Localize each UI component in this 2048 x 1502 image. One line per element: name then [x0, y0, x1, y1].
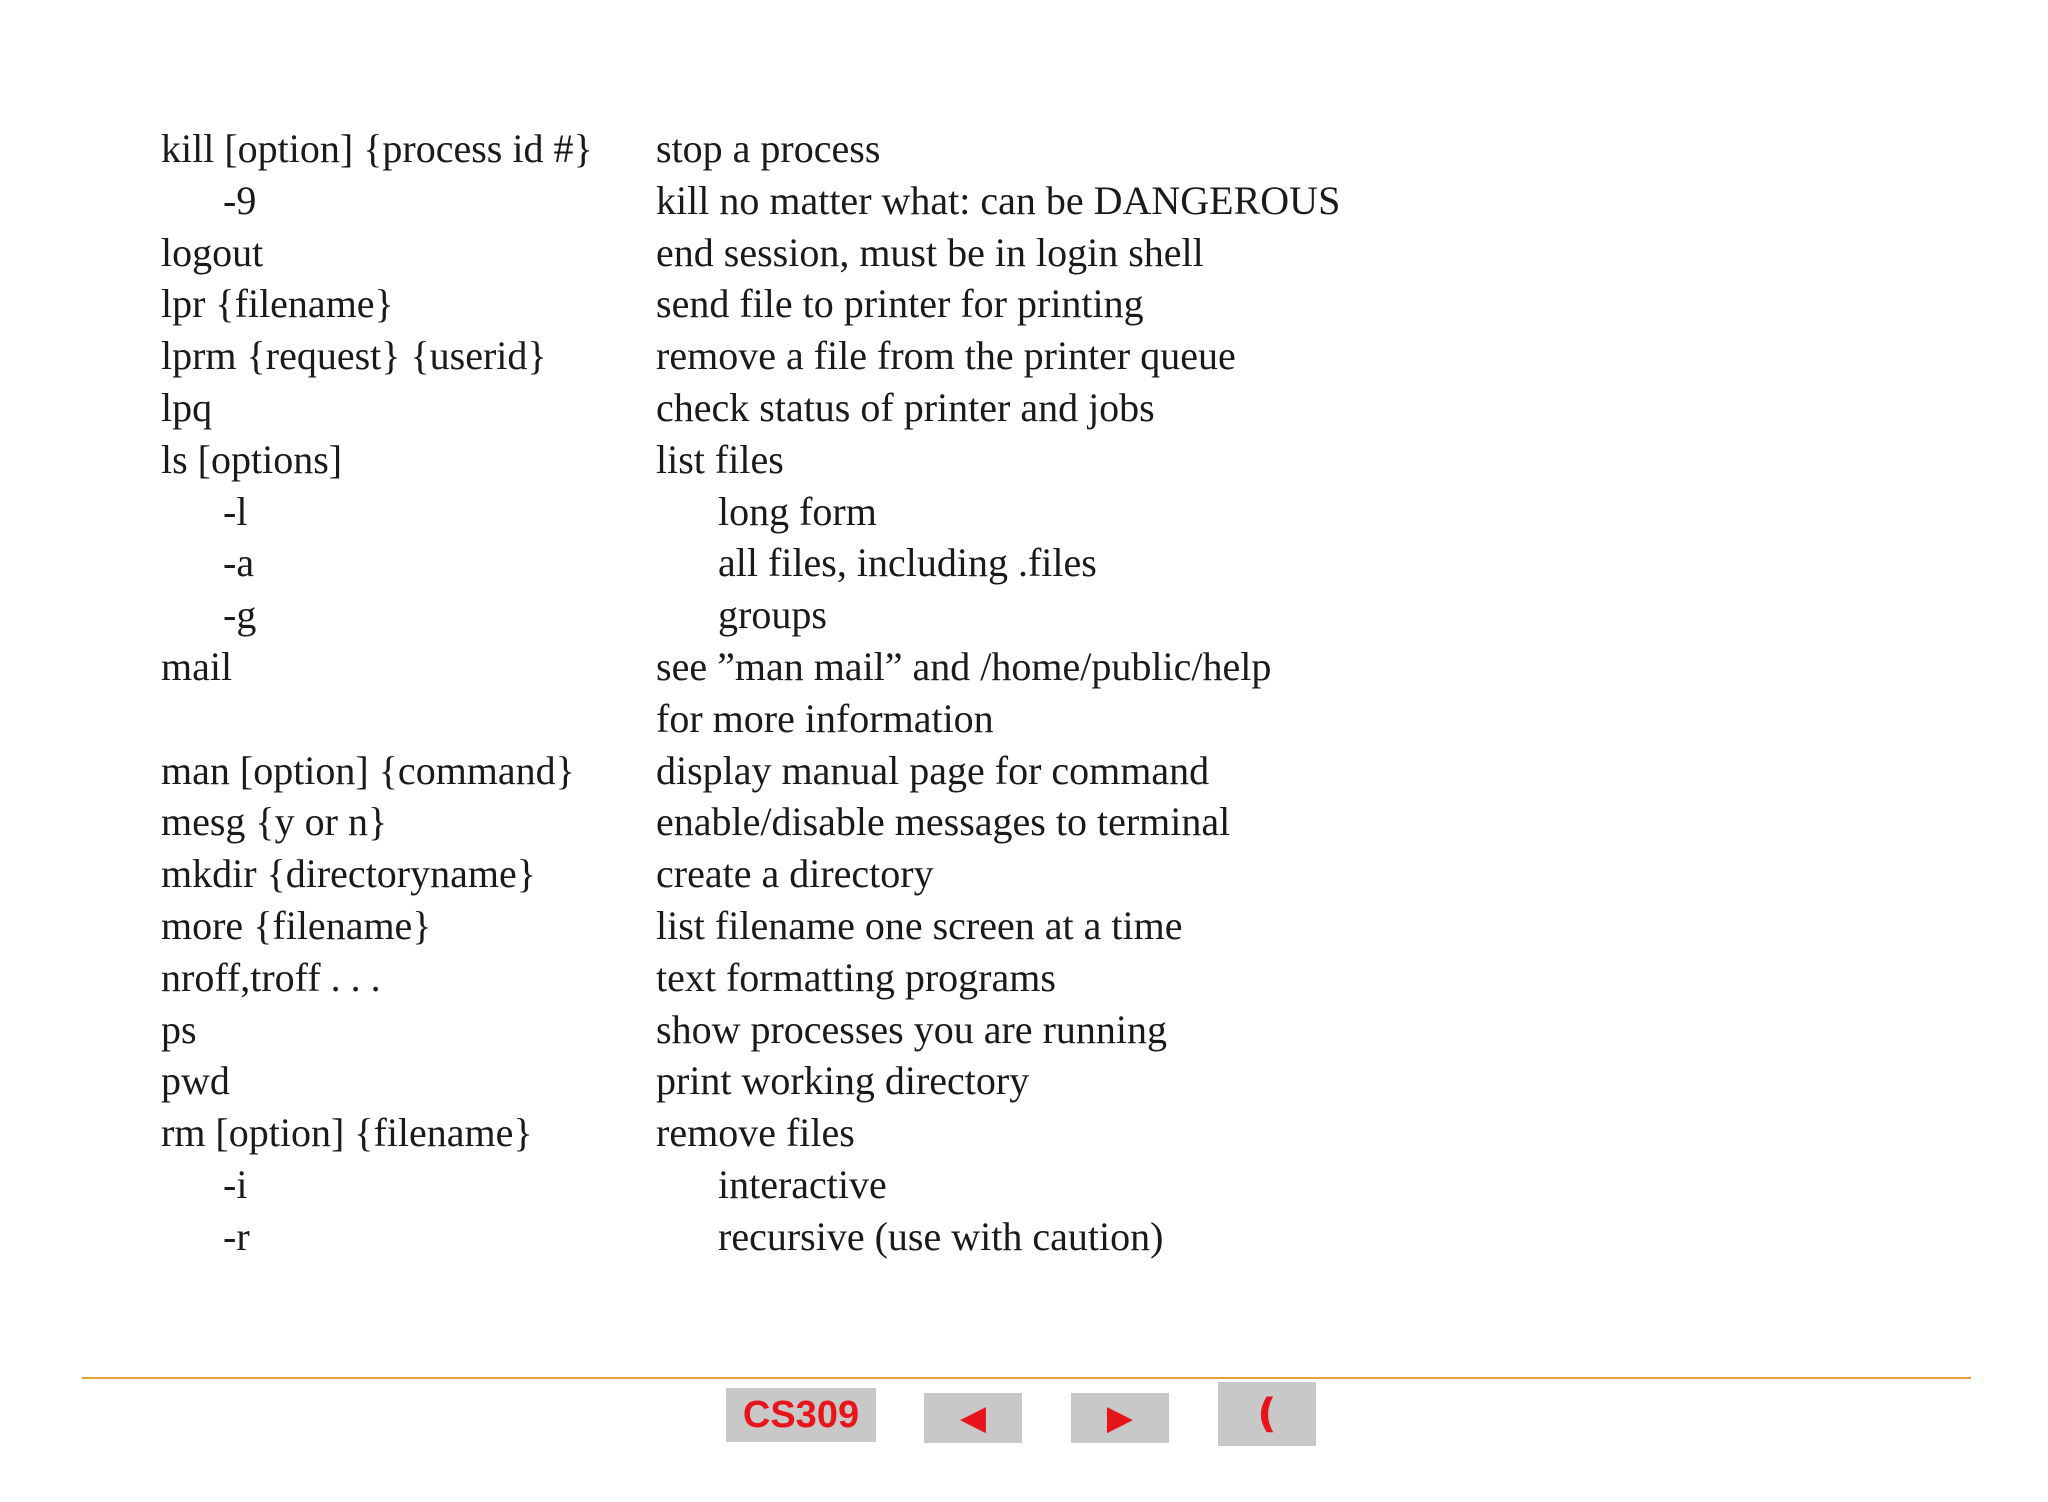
command-option: -r — [223, 1213, 250, 1259]
command-name: pwd — [161, 1058, 230, 1104]
command-name: more {filename} — [161, 903, 432, 948]
command-description: show processes you are running — [656, 1006, 1167, 1052]
command-description: all files, including .files — [718, 540, 1097, 586]
command-row — [0, 537, 1500, 589]
command-row — [0, 900, 1500, 952]
command-row — [0, 641, 1500, 693]
command-option: -a — [223, 540, 255, 586]
command-row — [0, 278, 1500, 330]
command-row — [0, 1211, 1500, 1263]
command-description: see ”man mail” and /home/public/help — [656, 644, 1272, 689]
command-description: groups — [718, 592, 827, 638]
command-row — [0, 1107, 1500, 1159]
command-row — [0, 486, 1500, 538]
command-row — [0, 952, 1500, 1004]
command-row — [0, 330, 1500, 382]
command-description: create a directory — [656, 851, 934, 897]
command-description: long form — [718, 488, 877, 534]
command-description: print working directory — [656, 1058, 1030, 1104]
command-description: remove files — [656, 1110, 855, 1156]
command-row — [0, 175, 1500, 227]
command-description: stop a process — [656, 126, 881, 171]
command-row — [0, 227, 1500, 279]
command-option: -i — [223, 1162, 248, 1207]
command-row — [0, 434, 1500, 486]
command-row — [0, 745, 1500, 797]
course-label: CS309 — [742, 1393, 860, 1436]
course-home-button[interactable] — [726, 1388, 876, 1442]
command-description: text formatting programs — [656, 954, 1056, 1000]
command-description: recursive (use with caution) — [718, 1213, 1164, 1259]
command-row — [0, 796, 1500, 848]
command-name: ls [options] — [161, 436, 343, 482]
command-row — [0, 589, 1500, 641]
command-row — [0, 693, 1500, 745]
next-arrow-icon: ▶ — [1106, 1399, 1134, 1437]
command-name: ps — [161, 1006, 197, 1052]
next-page-button[interactable] — [1071, 1393, 1169, 1443]
command-description: list files — [656, 436, 784, 482]
command-name: logout — [161, 229, 264, 275]
command-description: remove a file from the printer queue — [656, 333, 1236, 379]
command-description: check status of printer and jobs — [656, 385, 1155, 430]
command-description: list filename one screen at a time — [656, 903, 1183, 948]
return-button[interactable] — [1218, 1382, 1316, 1446]
command-option: -9 — [223, 177, 257, 223]
command-name: rm [option] {filename} — [161, 1110, 533, 1156]
command-description: send file to printer for printing — [656, 281, 1144, 327]
command-description: kill no matter what: can be DANGEROUS — [656, 177, 1341, 223]
command-name: nroff,troff . . . — [161, 954, 381, 1000]
command-name: lprm {request} {userid} — [161, 333, 547, 379]
command-option: -l — [223, 488, 248, 534]
command-description: end session, must be in login shell — [656, 229, 1204, 275]
command-name: lpq — [161, 385, 213, 430]
command-row — [0, 382, 1500, 434]
command-option: -g — [223, 592, 257, 638]
command-row — [0, 1004, 1500, 1056]
command-name: mail — [161, 644, 233, 689]
command-row — [0, 848, 1500, 900]
command-description: interactive — [718, 1162, 887, 1207]
command-description: enable/disable messages to terminal — [656, 799, 1231, 845]
command-row — [0, 1159, 1500, 1211]
command-row — [0, 123, 1500, 175]
command-name: kill [option] {process id #} — [161, 126, 593, 171]
return-icon: ❪ — [1250, 1392, 1284, 1436]
previous-page-button[interactable] — [924, 1393, 1022, 1443]
command-name: mkdir {directoryname} — [161, 851, 536, 897]
command-name: lpr {filename} — [161, 281, 394, 327]
command-row — [0, 1055, 1500, 1107]
command-name: mesg {y or n} — [161, 799, 388, 845]
prev-arrow-icon: ◀ — [959, 1399, 987, 1437]
command-description: for more information — [656, 695, 994, 741]
command-description: display manual page for command — [656, 747, 1210, 793]
footer-divider — [82, 1377, 1971, 1379]
command-name: man [option] {command} — [161, 747, 575, 793]
